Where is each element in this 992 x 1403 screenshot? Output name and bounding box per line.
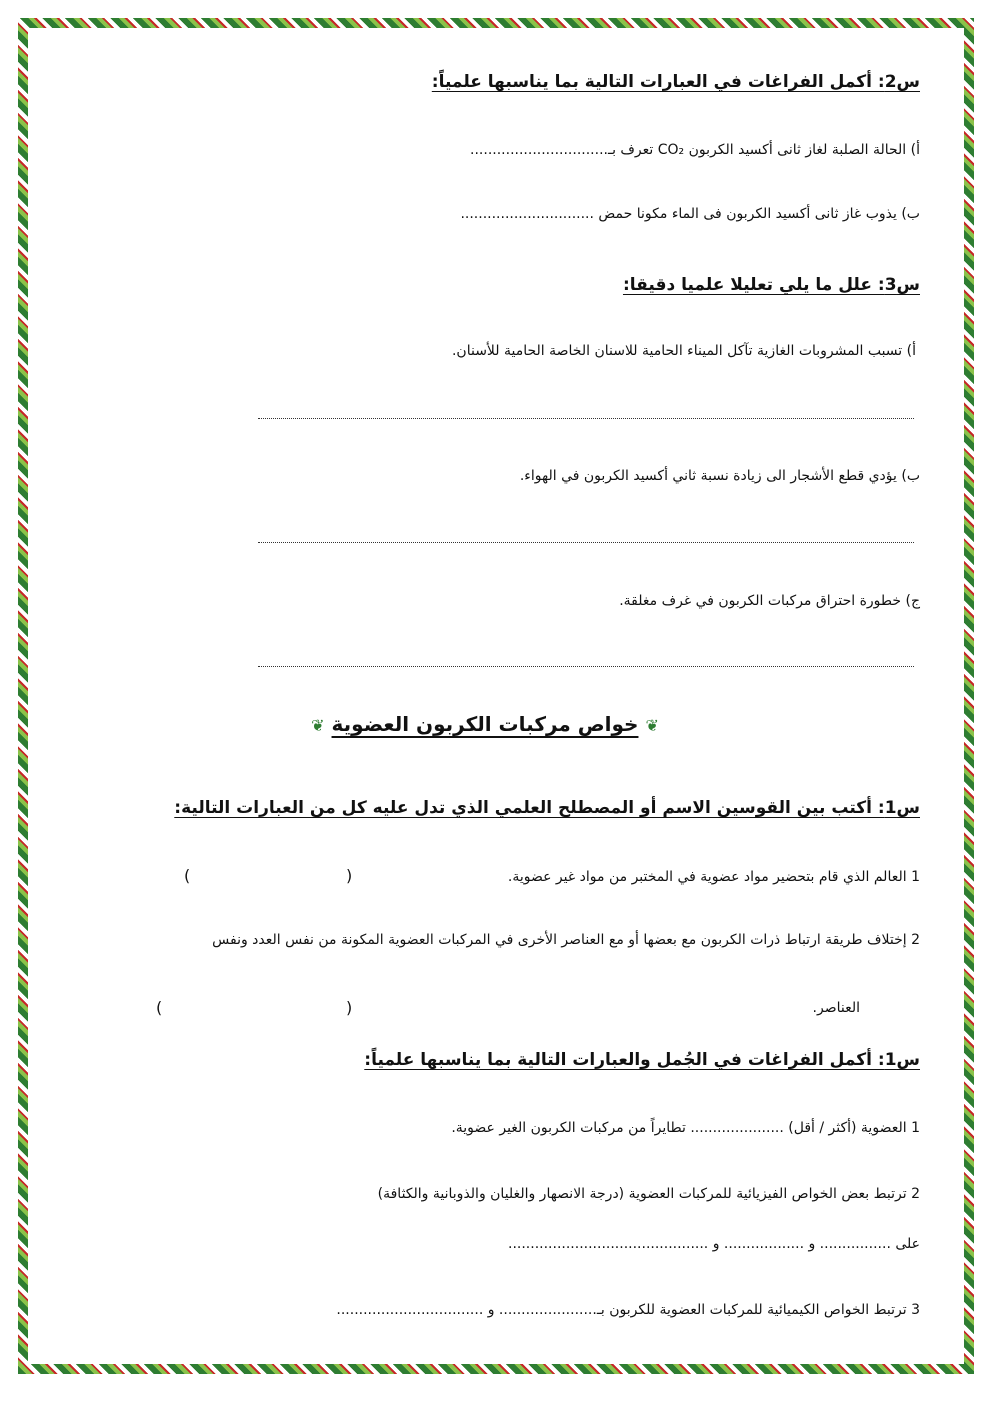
paren-open: ( <box>346 866 353 885</box>
q3-item-a: أ) تسبب المشروبات الغازية تآكل الميناء الحامية للاسنان الخاصة الحامية للأسنان. <box>451 343 916 359</box>
q3-heading: س3: علل ما يلي تعليلا علميا دقيقا: <box>622 275 920 295</box>
q3-item-b: ب) يؤدي قطع الأشجار الى زيادة نسبة ثاني أكسيد الكربون في الهواء. <box>519 468 920 484</box>
q1a-item-2: 2 إختلاف طريقة ارتباط ذرات الكربون مع بعضها أو مع العناصر الأخرى في المركبات العضوية المكونة من نفس العدد ونفس <box>212 932 920 948</box>
section-title: ❦ خواص مركبات الكربون العضوية ❦ <box>311 712 659 736</box>
q2-heading: س2: أكمل الفراغات في العبارات التالية بما يناسبها علمياً: <box>431 72 920 92</box>
answer-line[interactable] <box>258 418 914 419</box>
q1b-item-2-cont: على ................ و .................. و ............................................. <box>508 1236 920 1252</box>
q2-item-b: ب) يذوب غاز ثانى أكسيد الكربون فى الماء مكونا حمض .............................. <box>460 206 920 222</box>
q1a-item-2-cont: العناصر. <box>812 1000 860 1016</box>
paren-close: ) <box>184 866 191 885</box>
paren-open: ( <box>346 998 353 1017</box>
q1a-heading: س1: أكتب بين القوسين الاسم أو المصطلح العلمي الذي تدل عليه كل من العبارات التالية: <box>174 798 920 818</box>
ornament-icon: ❦ <box>645 716 659 735</box>
paren-close: ) <box>156 998 163 1017</box>
q3-item-c: ج) خطورة احتراق مركبات الكربون في غرف مغلقة. <box>619 593 920 609</box>
q1b-item-2: 2 ترتبط بعض الخواص الفيزيائية للمركبات العضوية (درجة الانصهار والغليان والذوبانية والكثافة) <box>377 1186 920 1202</box>
q2-item-a: أ) الحالة الصلبة لغاز ثانى أكسيد الكربون CO₂ تعرف بـ............................... <box>470 142 920 158</box>
answer-line[interactable] <box>258 542 914 543</box>
q1b-heading: س1: أكمل الفراغات في الجُمل والعبارات التالية بما يناسبها علمياً: <box>364 1050 920 1070</box>
worksheet-page <box>40 0 920 1403</box>
q1b-item-3: 3 ترتبط الخواص الكيميائية للمركبات العضوية للكربون بـ...................... و ................................. <box>336 1302 920 1318</box>
q1b-item-1: 1 العضوية (أكثر / أقل) ..................... تطايراً من مركبات الكربون الغير عضوية. <box>451 1120 920 1136</box>
answer-line[interactable] <box>258 666 914 667</box>
q1a-item-1: 1 العالم الذي قام بتحضير مواد عضوية في المختبر من مواد غير عضوية. <box>507 869 920 885</box>
ornament-icon: ❦ <box>311 716 325 735</box>
